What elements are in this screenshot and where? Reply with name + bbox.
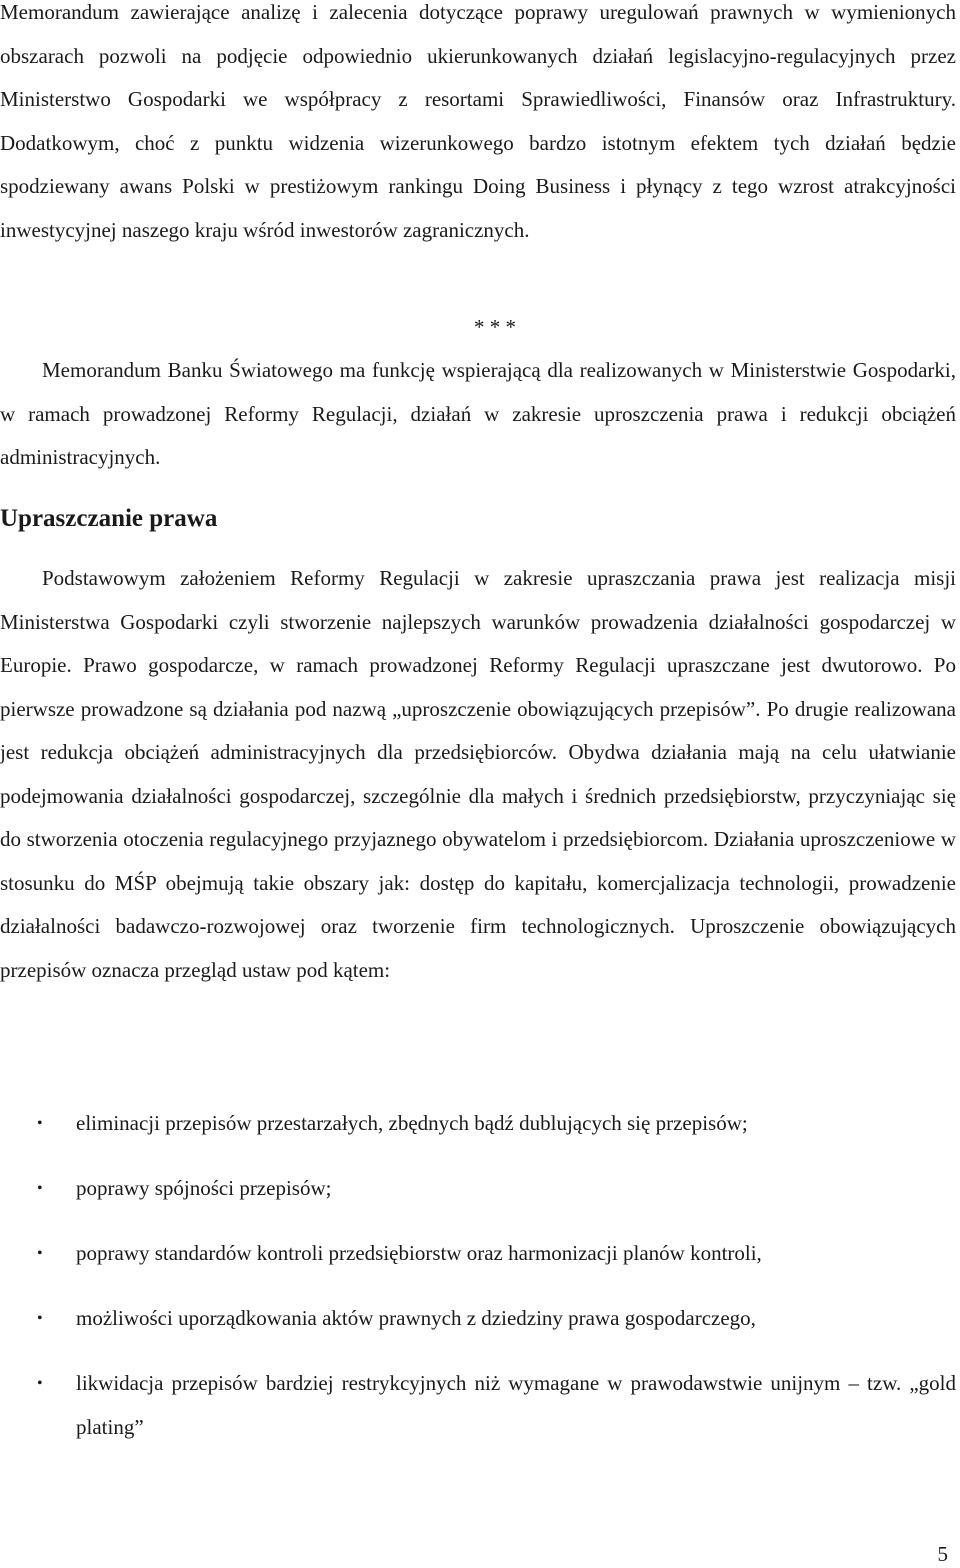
paragraph-world-bank-memorandum: Memorandum Banku Światowego ma funkcję wspierającą dla realizowanych w Ministerstwie Gospodarki, w ramach prowadzonej Reformy Regulacji, działań w zakresie uproszczenia prawa i redukcji obciążeń administracyjnych. <box>0 358 956 469</box>
list-item <box>0 1297 956 1341</box>
paragraph-simplification: Podstawowym założeniem Reformy Regulacji w zakresie upraszczania prawa jest realizacja misji Ministerstwa Gospodarki czyli stworzenie najlepszych warunków prowadzenia działalności gospodarczej w Europie. Prawo gospodarcze, w ramach prowadzonej Reformy Regulacji upraszczane jest dwutorowo. Po pierwsze prowadzone są działania pod nazwą „uproszczenie obowiązujących przepisów”. Po drugie realizowana jest redukcja obciążeń administracyjnych dla przedsiębiorców. Obydwa działania mają na celu ułatwianie podejmowania działalności gospodarczej, szczególnie dla małych i średnich przedsiębiorstw, przyczyniając się do stworzenia otoczenia regulacyjnego przyjaznego obywatelom i przedsiębiorcom. Działania uproszczeniowe w stosunku do MŚP obejmują takie obszary jak: dostęp do kapitału, komercjalizacja technologii, prowadzenie działalności badawczo-rozwojowej oraz tworzenie firm technologicznych. Uproszczenie obowiązujących przepisów oznacza przegląd ustaw pod kątem: <box>0 566 956 982</box>
bullet-icon: • <box>37 1245 43 1262</box>
bullet-icon: • <box>37 1375 43 1392</box>
page-number: 5 <box>937 1542 948 1566</box>
bullet-list <box>0 1102 956 1471</box>
list-item <box>0 1167 956 1211</box>
bullet-icon: • <box>37 1310 43 1327</box>
bullet-icon: • <box>37 1180 43 1197</box>
list-item <box>0 1232 956 1276</box>
list-item <box>0 1102 956 1146</box>
section-heading: Upraszczanie prawa <box>0 505 218 532</box>
paragraph-memorandum-analysis: Memorandum zawierające analizę i zalecenia dotyczące poprawy uregulowań prawnych w wymienionych obszarach pozwoli na podjęcie odpowiednio ukierunkowanych działań legislacyjno-regulacyjnych przez Ministerstwo Gospodarki we współpracy z resortami Sprawiedliwości, Finansów oraz Infrastruktury. Dodatkowym, choć z punktu widzenia wizerunkowego bardzo istotnym efektem tych działań będzie spodziewany awans Polski w prestiżowym rankingu Doing Business i płynący z tego wzrost atrakcyjności inwestycyjnej naszego kraju wśród inwestorów zagranicznych. <box>0 0 956 242</box>
section-separator: * * * <box>474 315 516 339</box>
list-item-text: możliwości uporządkowania aktów prawnych z dziedziny prawa gospodarczego, <box>76 1306 756 1330</box>
list-item-text: poprawy spójności przepisów; <box>76 1176 332 1200</box>
bullet-icon: • <box>37 1115 43 1132</box>
list-item-text: likwidacja przepisów bardziej restrykcyjnych niż wymagane w prawodawstwie unijnym – tzw. „gold plating” <box>76 1371 956 1439</box>
list-item-text: eliminacji przepisów przestarzałych, zbędnych bądź dublujących się przepisów; <box>76 1111 748 1135</box>
list-item-text: poprawy standardów kontroli przedsiębiorstw oraz harmonizacji planów kontroli, <box>76 1241 762 1265</box>
list-item <box>0 1362 956 1449</box>
